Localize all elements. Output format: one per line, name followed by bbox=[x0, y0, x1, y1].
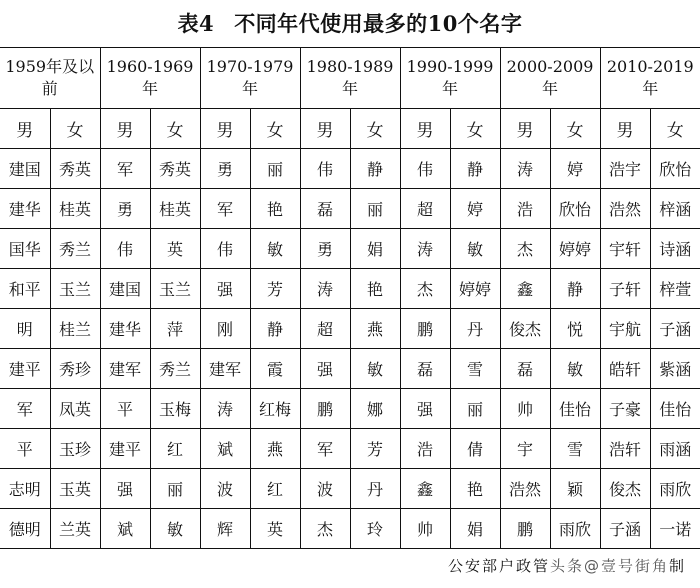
name-cell: 梓萱 bbox=[650, 269, 700, 309]
name-cell: 帅 bbox=[500, 389, 550, 429]
name-cell: 秀兰 bbox=[150, 349, 200, 389]
name-cell: 磊 bbox=[400, 349, 450, 389]
name-cell: 霞 bbox=[250, 349, 300, 389]
name-cell: 强 bbox=[100, 469, 150, 509]
name-cell: 敏 bbox=[150, 509, 200, 549]
name-cell: 磊 bbox=[300, 189, 350, 229]
table-row bbox=[0, 189, 700, 229]
gender-header-female: 女 bbox=[650, 109, 700, 149]
name-cell: 勇 bbox=[300, 229, 350, 269]
gender-header-row bbox=[0, 109, 700, 149]
name-cell: 德明 bbox=[0, 509, 50, 549]
name-cell: 建平 bbox=[100, 429, 150, 469]
source-text: 公安部户政管 bbox=[447, 557, 550, 575]
name-cell: 鹏 bbox=[500, 509, 550, 549]
name-cell: 红 bbox=[150, 429, 200, 469]
name-cell: 娟 bbox=[350, 229, 400, 269]
name-cell: 伟 bbox=[100, 229, 150, 269]
name-cell: 玉珍 bbox=[50, 429, 100, 469]
name-cell: 倩 bbox=[450, 429, 500, 469]
name-cell: 建军 bbox=[200, 349, 250, 389]
name-cell: 丽 bbox=[450, 389, 500, 429]
era-header: 1980-1989年 bbox=[300, 48, 400, 109]
name-cell: 英 bbox=[150, 229, 200, 269]
names-table bbox=[0, 47, 700, 549]
name-cell: 宇航 bbox=[600, 309, 650, 349]
gender-header-male: 男 bbox=[300, 109, 350, 149]
name-cell: 俊杰 bbox=[500, 309, 550, 349]
name-cell: 玉梅 bbox=[150, 389, 200, 429]
name-cell: 佳怡 bbox=[550, 389, 600, 429]
name-cell: 伟 bbox=[300, 149, 350, 189]
table-row bbox=[0, 429, 700, 469]
name-cell: 超 bbox=[400, 189, 450, 229]
gender-header-male: 男 bbox=[200, 109, 250, 149]
name-cell: 婷 bbox=[450, 189, 500, 229]
name-cell: 磊 bbox=[500, 349, 550, 389]
name-cell: 勇 bbox=[200, 149, 250, 189]
name-cell: 涛 bbox=[500, 149, 550, 189]
table-row bbox=[0, 269, 700, 309]
name-cell: 辉 bbox=[200, 509, 250, 549]
name-cell: 雨涵 bbox=[650, 429, 700, 469]
name-cell: 杰 bbox=[500, 229, 550, 269]
name-cell: 敏 bbox=[350, 349, 400, 389]
gender-header-male: 男 bbox=[400, 109, 450, 149]
source-footer bbox=[448, 555, 686, 576]
name-cell: 玲 bbox=[350, 509, 400, 549]
name-cell: 艳 bbox=[250, 189, 300, 229]
name-cell: 建平 bbox=[0, 349, 50, 389]
name-cell: 波 bbox=[300, 469, 350, 509]
name-cell: 艳 bbox=[450, 469, 500, 509]
name-cell: 静 bbox=[450, 149, 500, 189]
name-cell: 婷婷 bbox=[450, 269, 500, 309]
name-cell: 丽 bbox=[150, 469, 200, 509]
page-title bbox=[0, 8, 700, 38]
name-cell: 军 bbox=[200, 189, 250, 229]
name-cell: 浩宇 bbox=[600, 149, 650, 189]
name-cell: 浩 bbox=[400, 429, 450, 469]
name-cell: 英 bbox=[250, 509, 300, 549]
name-cell: 婷婷 bbox=[550, 229, 600, 269]
name-cell: 刚 bbox=[200, 309, 250, 349]
name-cell: 艳 bbox=[350, 269, 400, 309]
name-cell: 鹏 bbox=[300, 389, 350, 429]
name-cell: 静 bbox=[250, 309, 300, 349]
name-cell: 建军 bbox=[100, 349, 150, 389]
name-cell: 敏 bbox=[450, 229, 500, 269]
table-row bbox=[0, 309, 700, 349]
name-cell: 诗涵 bbox=[650, 229, 700, 269]
name-cell: 建华 bbox=[0, 189, 50, 229]
name-cell: 悦 bbox=[550, 309, 600, 349]
name-cell: 浩 bbox=[500, 189, 550, 229]
name-cell: 国华 bbox=[0, 229, 50, 269]
name-cell: 佳怡 bbox=[650, 389, 700, 429]
name-cell: 芳 bbox=[250, 269, 300, 309]
name-cell: 斌 bbox=[100, 509, 150, 549]
name-cell: 紫涵 bbox=[650, 349, 700, 389]
gender-header-female: 女 bbox=[550, 109, 600, 149]
gender-header-male: 男 bbox=[100, 109, 150, 149]
name-cell: 涛 bbox=[300, 269, 350, 309]
era-header: 2000-2009年 bbox=[500, 48, 600, 109]
name-cell: 涛 bbox=[200, 389, 250, 429]
name-cell: 秀兰 bbox=[50, 229, 100, 269]
name-cell: 子豪 bbox=[600, 389, 650, 429]
name-cell: 军 bbox=[300, 429, 350, 469]
name-cell: 梓涵 bbox=[650, 189, 700, 229]
name-cell: 燕 bbox=[250, 429, 300, 469]
gender-header-female: 女 bbox=[50, 109, 100, 149]
name-cell: 涛 bbox=[400, 229, 450, 269]
era-header: 1970-1979年 bbox=[200, 48, 300, 109]
name-cell: 子涵 bbox=[650, 309, 700, 349]
name-cell: 桂英 bbox=[150, 189, 200, 229]
table-row bbox=[0, 469, 700, 509]
name-cell: 桂兰 bbox=[50, 309, 100, 349]
name-cell: 颖 bbox=[550, 469, 600, 509]
name-cell: 鑫 bbox=[400, 469, 450, 509]
watermark-text: 头条@壹号街角 bbox=[549, 557, 669, 575]
name-cell: 勇 bbox=[100, 189, 150, 229]
name-cell: 秀英 bbox=[50, 149, 100, 189]
name-cell: 兰英 bbox=[50, 509, 100, 549]
era-header: 2010-2019年 bbox=[600, 48, 700, 109]
name-cell: 一诺 bbox=[650, 509, 700, 549]
name-cell: 浩轩 bbox=[600, 429, 650, 469]
name-cell: 婷 bbox=[550, 149, 600, 189]
name-cell: 雨欣 bbox=[550, 509, 600, 549]
name-cell: 宇轩 bbox=[600, 229, 650, 269]
name-cell: 敏 bbox=[550, 349, 600, 389]
name-cell: 军 bbox=[0, 389, 50, 429]
name-cell: 浩然 bbox=[500, 469, 550, 509]
source-suffix: 制 bbox=[668, 557, 686, 575]
name-cell: 志明 bbox=[0, 469, 50, 509]
name-cell: 燕 bbox=[350, 309, 400, 349]
name-cell: 秀珍 bbox=[50, 349, 100, 389]
era-header-row bbox=[0, 48, 700, 109]
gender-header-female: 女 bbox=[150, 109, 200, 149]
name-cell: 波 bbox=[200, 469, 250, 509]
name-cell: 芳 bbox=[350, 429, 400, 469]
gender-header-male: 男 bbox=[0, 109, 50, 149]
gender-header-female: 女 bbox=[350, 109, 400, 149]
name-cell: 超 bbox=[300, 309, 350, 349]
name-cell: 俊杰 bbox=[600, 469, 650, 509]
table-row bbox=[0, 229, 700, 269]
name-cell: 敏 bbox=[250, 229, 300, 269]
gender-header-male: 男 bbox=[600, 109, 650, 149]
name-cell: 玉英 bbox=[50, 469, 100, 509]
title-text: 不同年代使用最多的10个名字 bbox=[234, 11, 523, 36]
name-cell: 强 bbox=[400, 389, 450, 429]
name-cell: 秀英 bbox=[150, 149, 200, 189]
name-cell: 鑫 bbox=[500, 269, 550, 309]
name-cell: 静 bbox=[350, 149, 400, 189]
name-cell: 丹 bbox=[450, 309, 500, 349]
name-cell: 桂英 bbox=[50, 189, 100, 229]
name-cell: 明 bbox=[0, 309, 50, 349]
era-header: 1990-1999年 bbox=[400, 48, 500, 109]
name-cell: 宇 bbox=[500, 429, 550, 469]
gender-header-male: 男 bbox=[500, 109, 550, 149]
name-cell: 子涵 bbox=[600, 509, 650, 549]
name-cell: 建华 bbox=[100, 309, 150, 349]
name-cell: 欣怡 bbox=[650, 149, 700, 189]
name-cell: 红 bbox=[250, 469, 300, 509]
name-cell: 和平 bbox=[0, 269, 50, 309]
name-cell: 红梅 bbox=[250, 389, 300, 429]
table-number: 表4 bbox=[177, 11, 215, 36]
table-row bbox=[0, 509, 700, 549]
table-row bbox=[0, 389, 700, 429]
name-cell: 伟 bbox=[400, 149, 450, 189]
name-cell: 玉兰 bbox=[150, 269, 200, 309]
name-cell: 娟 bbox=[450, 509, 500, 549]
name-cell: 强 bbox=[200, 269, 250, 309]
name-cell: 杰 bbox=[300, 509, 350, 549]
name-cell: 丹 bbox=[350, 469, 400, 509]
name-cell: 静 bbox=[550, 269, 600, 309]
name-cell: 萍 bbox=[150, 309, 200, 349]
name-cell: 建国 bbox=[100, 269, 150, 309]
name-cell: 雪 bbox=[450, 349, 500, 389]
name-cell: 丽 bbox=[350, 189, 400, 229]
name-cell: 雪 bbox=[550, 429, 600, 469]
name-cell: 杰 bbox=[400, 269, 450, 309]
name-cell: 玉兰 bbox=[50, 269, 100, 309]
name-cell: 建国 bbox=[0, 149, 50, 189]
name-cell: 雨欣 bbox=[650, 469, 700, 509]
name-cell: 皓轩 bbox=[600, 349, 650, 389]
table-row bbox=[0, 349, 700, 389]
gender-header-female: 女 bbox=[250, 109, 300, 149]
name-cell: 平 bbox=[0, 429, 50, 469]
name-cell: 斌 bbox=[200, 429, 250, 469]
name-cell: 娜 bbox=[350, 389, 400, 429]
name-cell: 平 bbox=[100, 389, 150, 429]
name-cell: 丽 bbox=[250, 149, 300, 189]
gender-header-female: 女 bbox=[450, 109, 500, 149]
name-cell: 欣怡 bbox=[550, 189, 600, 229]
era-header: 1959年及以前 bbox=[0, 48, 100, 109]
names-table-body bbox=[0, 149, 700, 549]
era-header: 1960-1969年 bbox=[100, 48, 200, 109]
name-cell: 帅 bbox=[400, 509, 450, 549]
name-cell: 军 bbox=[100, 149, 150, 189]
name-cell: 鹏 bbox=[400, 309, 450, 349]
name-cell: 子轩 bbox=[600, 269, 650, 309]
table-row bbox=[0, 149, 700, 189]
name-cell: 伟 bbox=[200, 229, 250, 269]
name-cell: 浩然 bbox=[600, 189, 650, 229]
name-cell: 凤英 bbox=[50, 389, 100, 429]
name-cell: 强 bbox=[300, 349, 350, 389]
